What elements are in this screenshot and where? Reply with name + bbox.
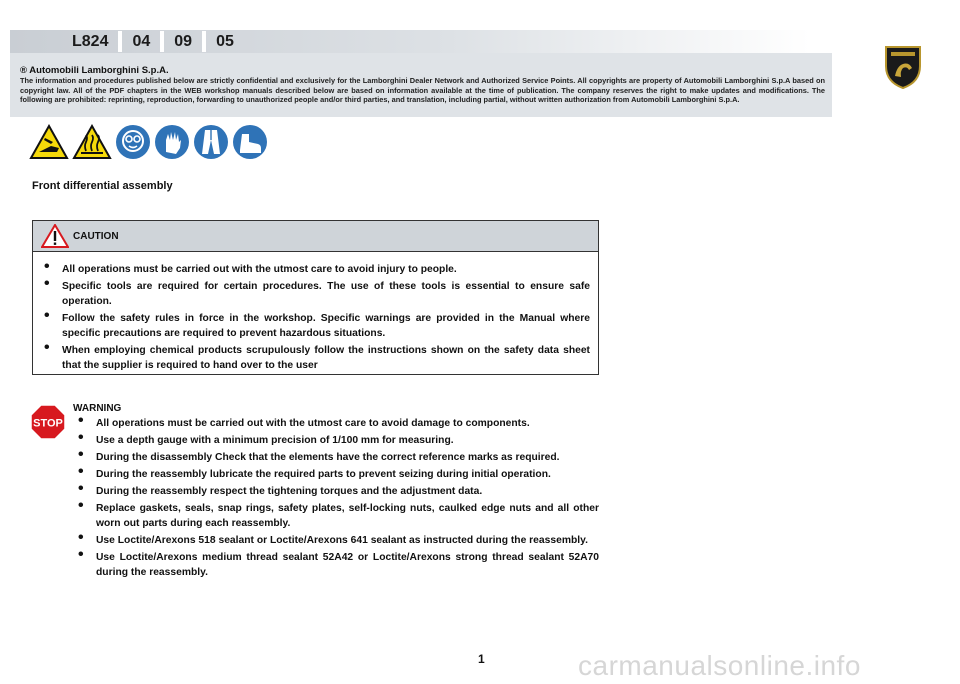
safety-shoes-icon	[232, 124, 268, 160]
caution-triangle-icon	[41, 224, 69, 248]
list-item: • Follow the safety rules in force in the workshop. Specific warnings are provided in the Manual where specific precautions are required to prevent hazardous situations.	[34, 311, 590, 341]
stop-sign-text: STOP	[33, 417, 63, 430]
safety-goggles-icon	[115, 124, 151, 160]
stop-sign-icon	[30, 404, 66, 440]
copyright-title: ® Automobili Lamborghini S.p.A.	[20, 65, 169, 76]
list-item: • During the disassembly Check that the elements have the correct reference marks as required.	[68, 450, 599, 465]
list-item: • Use Loctite/Arexons 518 sealant or Loctite/Arexons 641 sealant as instructed during the reassembly.	[68, 533, 599, 548]
list-item: • All operations must be carried out with the utmost care to avoid injury to people.	[34, 262, 590, 277]
page-number: 1	[478, 652, 485, 666]
page-title: Front differential assembly	[32, 180, 173, 192]
protective-suit-icon	[193, 124, 229, 160]
caution-list	[34, 262, 590, 375]
list-item: • When employing chemical products scrupulously follow the instructions shown on the safety data sheet that the supplier is required to hand over to the user	[34, 343, 590, 373]
copyright-notice: The information and procedures published below are strictly confidential and exclusively for the Lamborghini Dealer Network and Authorized Service Points. All copyrights are property of Automobili Lamborghini S.p.A based on copyright law. All of the PDF chapters in the WEB workshop manuals described below are based on information available at the time of publication. The company reserves the right to make updates and modifications. The following are prohibited: reprinting, reproduction, forwarding to unauthorized people and/or third parties, and translation, including partial, without written authorization from Automobili Lamborghini S.p.A.	[20, 76, 825, 104]
list-item: • Replace gaskets, seals, snap rings, safety plates, self-locking nuts, caulked edge nuts and all other worn out parts during each reassembly.	[68, 501, 599, 531]
caution-label: CAUTION	[73, 231, 119, 242]
hot-surface-warning-icon	[72, 124, 112, 160]
code-subgroup: 09	[174, 33, 193, 50]
list-item: • Use a depth gauge with a minimum precision of 1/100 mm for measuring.	[68, 433, 599, 448]
caution-header	[33, 221, 598, 252]
list-item: • Use Loctite/Arexons medium thread sealant 52A42 or Loctite/Arexons strong thread sealant 52A70 during the reassembly.	[68, 550, 599, 580]
warning-list	[68, 416, 599, 582]
warning-label: WARNING	[73, 403, 122, 414]
list-item: • Specific tools are required for certain procedures. The use of these tools is essential to ensure safe operation.	[34, 279, 590, 309]
list-item: • All operations must be carried out with the utmost care to avoid damage to components.	[68, 416, 599, 431]
lamborghini-logo	[882, 44, 924, 90]
protective-gloves-icon	[154, 124, 190, 160]
safety-icon-row	[29, 124, 268, 160]
watermark: carmanualsonline.info	[578, 650, 861, 681]
document-code	[62, 31, 244, 52]
list-item: • During the reassembly respect the tightening torques and the adjustment data.	[68, 484, 599, 499]
code-section: 05	[216, 33, 234, 50]
list-item: • During the reassembly lubricate the required parts to prevent seizing during initial operation.	[68, 467, 599, 482]
code-group: 04	[132, 33, 151, 50]
hand-crush-warning-icon	[29, 124, 69, 160]
code-model: L824	[72, 33, 109, 50]
